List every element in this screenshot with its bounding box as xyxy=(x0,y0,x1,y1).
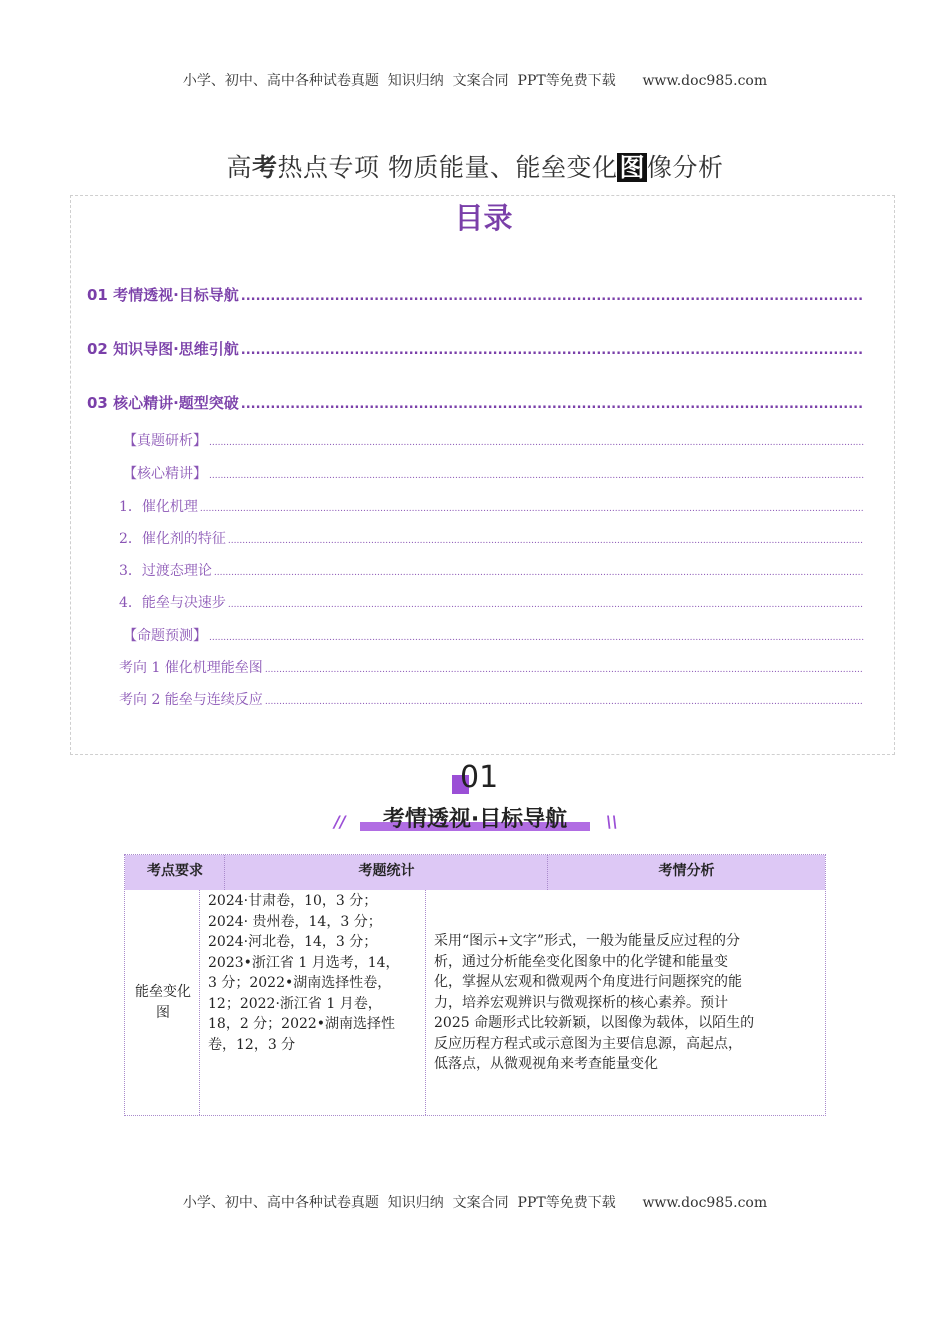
toc-entry-label: 03 核心精讲·题型突破 xyxy=(87,394,239,412)
toc-heading: 目录 xyxy=(454,201,513,235)
analysis-line: 采用“图示+文字”形式，一般为能量反应过程的分 xyxy=(434,933,741,949)
toc-entry[interactable] xyxy=(123,463,865,483)
toc-entry[interactable] xyxy=(87,392,863,413)
section-number xyxy=(450,760,510,800)
page-header: 小学、初中、高中各种试卷真题 知识归纳 文案合同 PPT等免费下载 www.doc985.com xyxy=(182,73,768,89)
toc-leader xyxy=(200,504,863,514)
stats-line: 2024· 贵州卷，14，3 分； xyxy=(208,913,382,930)
title-text-3: 像分析 xyxy=(646,153,724,182)
table-header-cell: 考情分析 xyxy=(658,863,715,879)
analysis-line: 析，通过分析能垒变化图象中的化学键和能量变 xyxy=(434,953,728,970)
toc-entry-label: 【核心精讲】 xyxy=(123,466,207,482)
toc-entry-label: 1．催化机理 xyxy=(119,499,198,515)
toc-leader xyxy=(214,568,863,578)
toc-entry-label: 【命题预测】 xyxy=(123,628,207,644)
toc-leader xyxy=(241,289,863,304)
table-divider xyxy=(547,855,548,890)
toc-entry-label: 【真题研析】 xyxy=(123,433,207,449)
table-divider xyxy=(425,890,426,1115)
toc-leader xyxy=(209,438,865,448)
requirement-cell: 能垒变化图 xyxy=(135,984,191,1021)
table-header-cell: 考点要求 xyxy=(147,863,203,879)
slash-decoration-left: // xyxy=(334,812,346,831)
table-header-cell: 考题统计 xyxy=(358,863,415,879)
stats-line: 2024·河北卷，14，3 分； xyxy=(208,934,378,950)
stats-line: 12；2022·浙江省 1 月卷， xyxy=(208,995,382,1012)
title-text-1: 高 xyxy=(226,153,252,182)
analysis-line: 低落点，从微观视角来考查能量变化 xyxy=(434,1056,658,1072)
toc-leader xyxy=(228,536,863,546)
stats-line: 3 分；2022•湖南选择性卷， xyxy=(208,975,392,991)
toc-leader xyxy=(209,471,865,481)
toc-entry[interactable] xyxy=(119,592,863,612)
toc-entry[interactable] xyxy=(87,338,863,359)
stats-line: 2023•浙江省 1 月选考，14， xyxy=(208,954,400,971)
toc-entry-label: 考向 2 能垒与连续反应 xyxy=(119,692,263,708)
toc-entry-label: 02 知识导图·思维引航 xyxy=(87,340,239,358)
toc-entry[interactable] xyxy=(119,689,863,709)
table-divider xyxy=(199,890,200,1115)
toc-entry-label: 2．催化剂的特征 xyxy=(119,531,226,547)
section-title: 考情透视·目标导航 xyxy=(382,807,568,832)
analysis-line: 力，培养宏观辨识与微观探析的核心素养。预计 xyxy=(434,994,728,1011)
toc-entry-label: 4．能垒与决速步 xyxy=(119,595,226,611)
title-text-boxed: 图 xyxy=(619,153,645,182)
toc-entry-label: 考向 1 催化机理能垒图 xyxy=(119,660,263,676)
toc-leader xyxy=(265,697,863,707)
toc-entry[interactable] xyxy=(119,528,863,548)
page-footer: 小学、初中、高中各种试卷真题 知识归纳 文案合同 PPT等免费下载 www.doc985.com xyxy=(182,1195,768,1211)
table-of-contents xyxy=(70,195,895,755)
stats-line: 2024·甘肃卷，10，3 分； xyxy=(208,893,378,909)
title-text-bold: 考 xyxy=(252,153,278,182)
document-title xyxy=(0,148,950,184)
title-text-2: 热点专项 物质能量、能垒变化 xyxy=(277,153,618,182)
toc-entry[interactable] xyxy=(87,284,863,305)
table-divider xyxy=(224,855,225,890)
toc-leader xyxy=(265,665,863,675)
slash-decoration-right: \\ xyxy=(606,812,618,831)
stats-cell xyxy=(208,891,422,1055)
analysis-line: 2025 命题形式比较新颖，以图像为载体，以陌生的 xyxy=(434,1015,755,1031)
toc-leader xyxy=(228,600,863,610)
toc-entry[interactable] xyxy=(119,560,863,580)
toc-entry-label: 3．过渡态理论 xyxy=(119,563,212,579)
analysis-line: 化，掌握从宏观和微观两个角度进行问题探究的能 xyxy=(434,974,742,990)
toc-leader xyxy=(241,397,863,412)
analysis-cell xyxy=(434,931,824,1075)
section-banner xyxy=(330,800,620,840)
toc-entry-label: 01 考情透视·目标导航 xyxy=(87,286,239,304)
toc-entry[interactable] xyxy=(119,496,863,516)
stats-line: 18，2 分；2022•湖南选择性 xyxy=(208,1016,396,1032)
toc-leader xyxy=(209,633,865,643)
toc-leader xyxy=(241,343,863,358)
toc-entry[interactable] xyxy=(123,625,865,645)
section-number-text: 01 xyxy=(460,760,499,795)
toc-entry[interactable] xyxy=(123,430,865,450)
stats-line: 卷，12，3 分 xyxy=(208,1036,296,1053)
analysis-line: 反应历程方程式或示意图为主要信息源，高起点， xyxy=(434,1035,742,1052)
toc-entry[interactable] xyxy=(119,657,863,677)
exam-analysis-table xyxy=(124,854,826,1116)
